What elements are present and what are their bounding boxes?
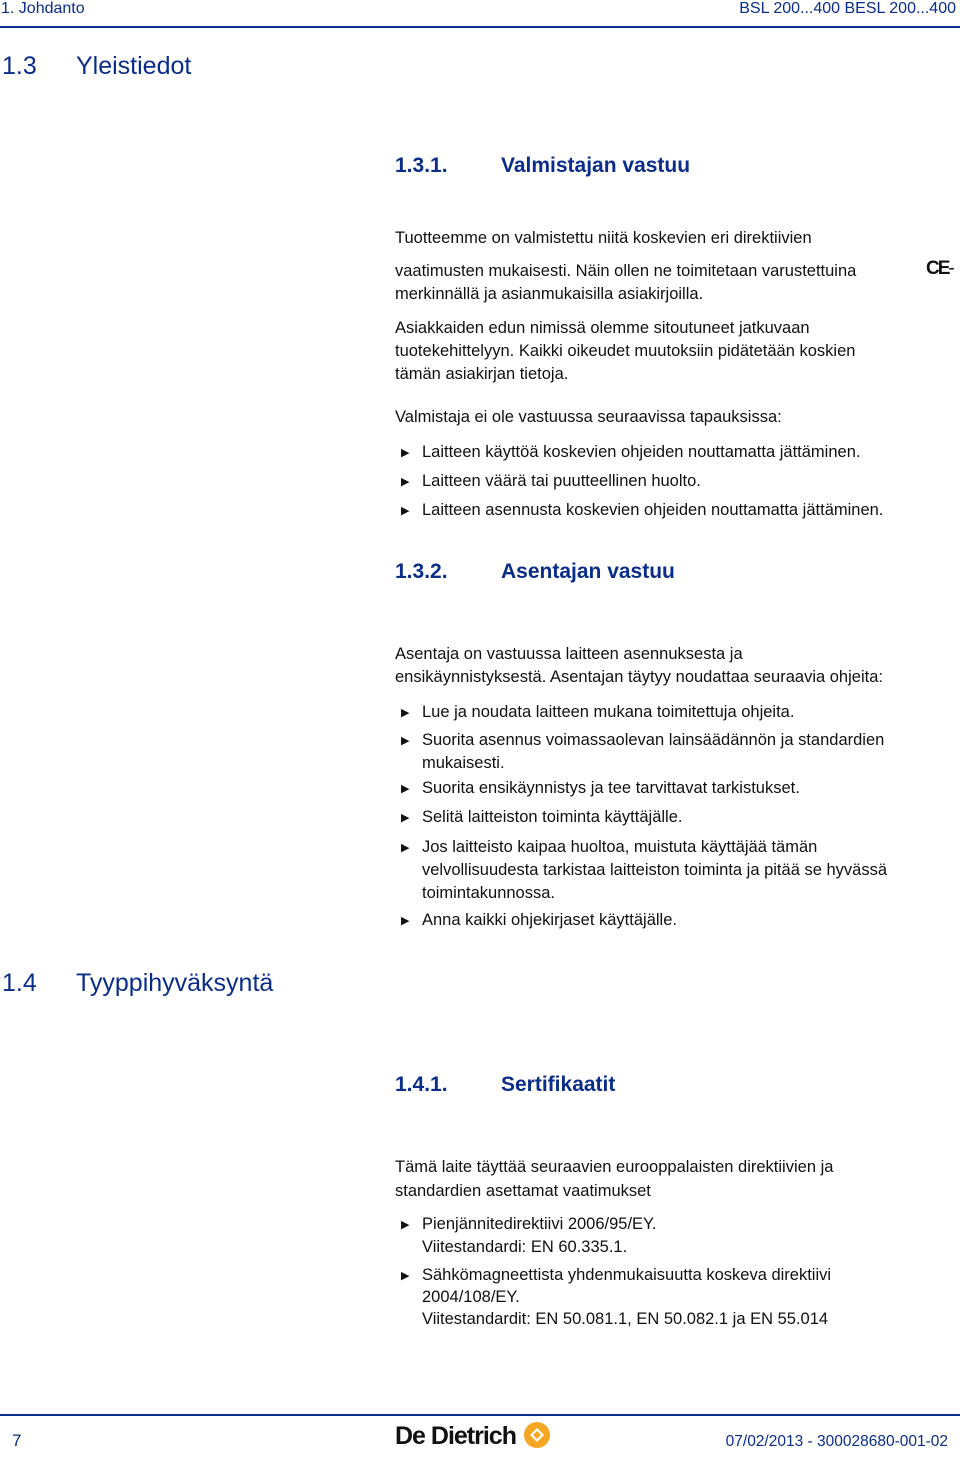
- list-item-continuation: 2004/108/EY.: [422, 1288, 520, 1306]
- list-item: Sähkömagneettista yhdenmukaisuutta koskeva direktiivi: [422, 1266, 832, 1284]
- subsection-number: 1.3.1.: [395, 154, 448, 177]
- subsection-number: 1.4.1.: [395, 1073, 448, 1096]
- list-item-continuation: mukaisesti.: [422, 754, 505, 772]
- bullet-arrow-icon: ▶: [401, 1270, 410, 1282]
- list-item: Lue ja noudata laitteen mukana toimitettuja ohjeita.: [422, 703, 795, 721]
- logo-wordmark: De Dietrich: [395, 1422, 516, 1450]
- list-item: Suorita asennus voimassaolevan lainsäädännön ja standardien: [422, 731, 885, 749]
- paragraph-line: vaatimusten mukaisesti. Näin ollen ne toimitetaan varustettuina: [395, 262, 857, 280]
- paragraph-line: Tuotteemme on valmistettu niitä koskevien eri direktiivien: [395, 229, 812, 247]
- section-title: Tyyppihyväksyntä: [76, 969, 274, 997]
- list-item: Pienjännitedirektiivi 2006/95/EY.: [422, 1215, 657, 1233]
- bullet-arrow-icon: ▶: [401, 842, 410, 854]
- de-dietrich-logo: [395, 1420, 552, 1460]
- paragraph-line: Asentaja on vastuussa laitteen asennuksesta ja: [395, 645, 743, 663]
- bullet-arrow-icon: ▶: [401, 915, 410, 927]
- paragraph-line: tämän asiakirjan tietoja.: [395, 365, 569, 383]
- list-item-continuation: velvollisuudesta tarkistaa laitteiston toiminta ja pitää se hyvässä: [422, 861, 887, 879]
- bullet-arrow-icon: ▶: [401, 476, 410, 488]
- subsection-number: 1.3.2.: [395, 560, 448, 583]
- bullet-arrow-icon: ▶: [401, 1219, 410, 1231]
- paragraph-line: ensikäynnistyksestä. Asentajan täytyy noudattaa seuraavia ohjeita:: [395, 668, 883, 686]
- list-item: Anna kaikki ohjekirjaset käyttäjälle.: [422, 911, 677, 929]
- paragraph-line: merkinnällä ja asianmukaisilla asiakirjoilla.: [395, 285, 704, 303]
- list-item-continuation: toimintakunnossa.: [422, 884, 555, 902]
- header-divider: [0, 26, 960, 28]
- footer-divider: [0, 1414, 960, 1416]
- header-chapter: 1. Johdanto: [1, 0, 85, 17]
- subsection-title: Asentajan vastuu: [501, 560, 675, 583]
- list-item: Laitteen käyttöä koskevien ohjeiden nouttamatta jättäminen.: [422, 443, 861, 461]
- bullet-arrow-icon: ▶: [401, 735, 410, 747]
- document-reference: 07/02/2013 - 300028680-001-02: [725, 1433, 948, 1450]
- paragraph-line: Tämä laite täyttää seuraavien eurooppalaisten direktiivien ja: [395, 1158, 834, 1176]
- list-item: Suorita ensikäynnistys ja tee tarvittavat tarkistukset.: [422, 779, 800, 797]
- subsection-title: Sertifikaatit: [501, 1073, 616, 1096]
- list-item: Selitä laitteiston toiminta käyttäjälle.: [422, 808, 683, 826]
- header-models: BSL 200...400 BESL 200...400: [739, 0, 956, 17]
- ce-mark-icon: CE-: [926, 258, 953, 279]
- paragraph-line: standardien asettamat vaatimukset: [395, 1182, 651, 1200]
- section-title: Yleistiedot: [76, 52, 192, 80]
- bullet-arrow-icon: ▶: [401, 447, 410, 459]
- paragraph-line: Valmistaja ei ole vastuussa seuraavissa tapauksissa:: [395, 408, 782, 426]
- list-item-continuation: Viitestandardit: EN 50.081.1, EN 50.082.1 ja EN 55.014: [422, 1310, 829, 1328]
- bullet-arrow-icon: ▶: [401, 505, 410, 517]
- bullet-arrow-icon: ▶: [401, 707, 410, 719]
- list-item: Laitteen asennusta koskevien ohjeiden nouttamatta jättäminen.: [422, 501, 884, 519]
- page-number: 7: [12, 1431, 22, 1450]
- section-number: 1.4: [2, 969, 37, 997]
- subsection-title: Valmistajan vastuu: [501, 154, 691, 177]
- paragraph-line: Asiakkaiden edun nimissä olemme sitoutuneet jatkuvaan: [395, 319, 810, 337]
- list-item-continuation: Viitestandardi: EN 60.335.1.: [422, 1238, 628, 1256]
- section-number: 1.3: [2, 52, 37, 80]
- bullet-arrow-icon: ▶: [401, 812, 410, 824]
- paragraph-line: tuotekehittelyyn. Kaikki oikeudet muutoksiin pidätetään koskien: [395, 342, 856, 360]
- logo-emblem-icon: [522, 1420, 552, 1450]
- list-item: Jos laitteisto kaipaa huoltoa, muistuta käyttäjää tämän: [422, 838, 818, 856]
- list-item: Laitteen väärä tai puutteellinen huolto.: [422, 472, 701, 490]
- bullet-arrow-icon: ▶: [401, 783, 410, 795]
